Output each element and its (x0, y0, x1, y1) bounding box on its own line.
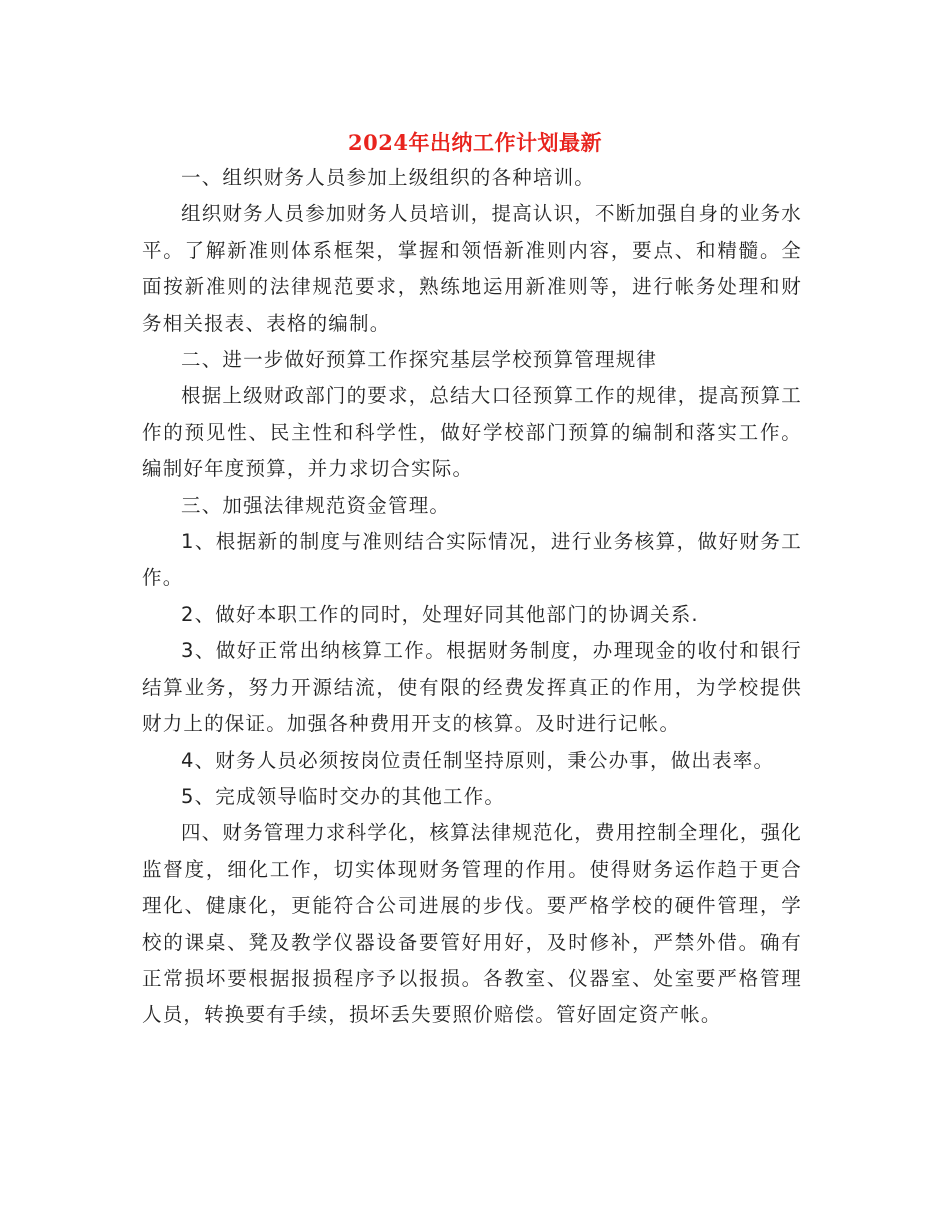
list-item-2: 2、做好本职工作的同时，处理好同其他部门的协调关系. (181, 602, 699, 626)
section-heading-4: 四、财务管理力求科学化，核算法律规范化，费用控制全理化，强化监督度，细化工作，切实体现财务管理的作用。使得财务运作趋于更合理化、健康化，更能符合公司进展的步伐。要严格学校的硬件管理，学校的课桌、凳及教学仪器设备要管好用好，及时修补，严禁外借。确有正常损坏要根据报损程序予以报损。各教室、仪器室、处室要严格管理人员，转换要有手续，损坏丢失要照价赔偿。管好固定资产帐。 (142, 821, 803, 1027)
list-item-1: 1、根据新的制度与准则结合实际情况，进行业务核算，做好财务工作。 (142, 530, 802, 590)
list-item-4: 4、财务人员必须按岗位责任制坚持原则，秉公办事，做出表率。 (181, 748, 775, 772)
section-heading-2: 二、进一步做好预算工作探究基层学校预算管理规律 (181, 348, 658, 372)
paragraph-training: 组织财务人员参加财务人员培训，提高认识，不断加强自身的业务水平。了解新准则体系框架，掌握和领悟新准则内容，要点、和精髓。全面按新准则的法律规范要求，熟练地运用新准则等，进行帐务处理和财务相关报表、表格的编制。 (142, 202, 803, 335)
paragraph-budget: 根据上级财政部门的要求，总结大口径预算工作的规律，提高预算工作的预见性、民主性和科学性，做好学校部门预算的编制和落实工作。编制好年度预算，并力求切合实际。 (142, 384, 803, 481)
section-heading-1: 一、组织财务人员参加上级组织的各种培训。 (181, 166, 596, 189)
list-item-3: 3、做好正常出纳核算工作。根据财务制度，办理现金的收付和银行结算业务，努力开源结流，使有限的经费发挥真正的作用，为学校提供财力上的保证。加强各种费用开支的核算。及时进行记帐。 (142, 639, 802, 736)
document-title: 2024年出纳工作计划最新 (348, 130, 602, 156)
list-item-5: 5、完成领导临时交办的其他工作。 (181, 784, 506, 808)
document-body (142, 160, 802, 1034)
section-heading-3: 三、加强法律规范资金管理。 (181, 493, 451, 517)
